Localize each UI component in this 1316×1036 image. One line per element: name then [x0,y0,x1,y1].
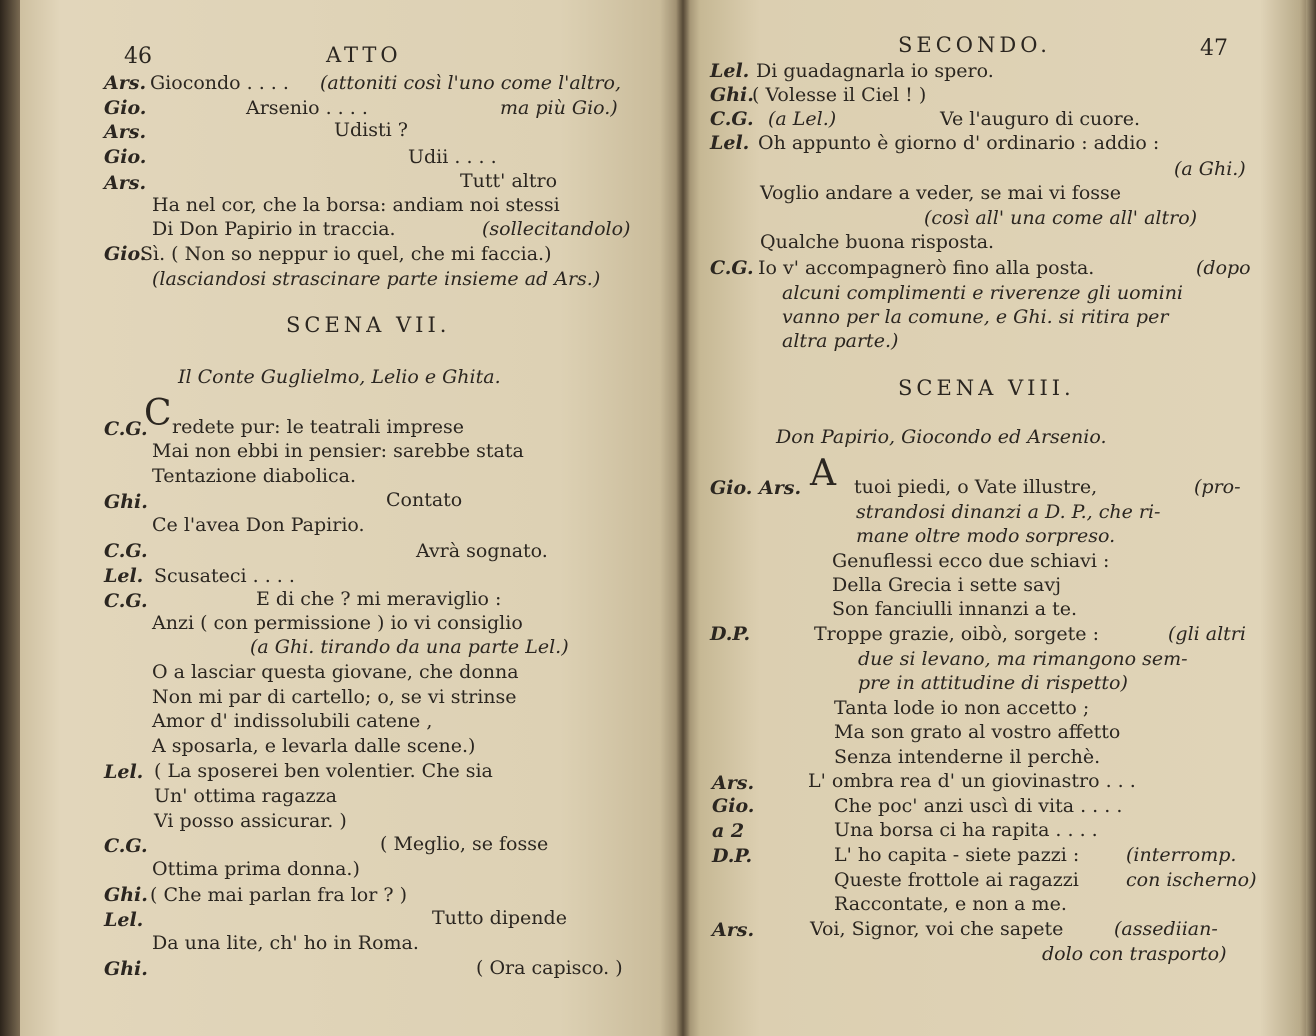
stage-direction: (dopo [1196,257,1251,279]
stage-direction: (sollecitandolo) [482,218,631,240]
speaker: C.G. [710,257,754,279]
running-head: ATTO [326,43,402,67]
speaker: Gio. [104,146,147,168]
verse-line: Ma son grato al vostro affetto [834,721,1121,743]
stage-direction: altra parte.) [782,330,899,352]
speaker: Lel. [104,761,144,783]
verse-line: Udii . . . . [408,146,497,168]
verse-line: tuoi piedi, o Vate illustre, [854,476,1098,498]
verse-line: Tentazione diabolica. [152,465,357,487]
stage-direction: due si levano, ma rimangono sem- [858,648,1188,670]
scene-cast: Don Papirio, Giocondo ed Arsenio. [776,426,1107,448]
speaker: Ars. [712,919,755,941]
scene-cast: Il Conte Guglielmo, Lelio e Ghita. [178,366,501,388]
verse-line: Voglio andare a veder, se mai vi fosse [760,182,1122,204]
stage-direction: vanno per la comune, e Ghi. si ritira per [782,306,1169,328]
verse-line: ( Ora capisco. ) [476,957,623,979]
scene-title: SCENA VIII. [898,376,1075,400]
verse-line: Amor d' indissolubili catene , [152,710,433,732]
running-head: SECONDO. [898,33,1051,57]
verse-line: Ve l'auguro di cuore. [940,108,1141,130]
verse-line: ( Che mai parlan fra lor ? ) [150,884,407,906]
stage-direction: dolo con trasporto) [1042,943,1227,965]
stage-direction: (gli altri [1168,623,1246,645]
verse-line: Tanta lode io non accetto ; [834,697,1090,719]
verse-line: Io v' accompagnerò fino alla posta. [758,257,1095,279]
speaker: D.P. [712,845,753,867]
stage-direction: (attoniti così l'uno come l'altro, [320,72,621,94]
stage-direction: (assediian- [1114,918,1218,940]
speaker: a 2 [712,820,745,842]
speaker: Lel. [710,132,750,154]
verse-line: redete pur: le teatrali imprese [172,416,464,438]
verse-line: Tutt' altro [460,170,558,192]
verse-line: Che poc' anzi uscì di vita . . . . [834,795,1123,817]
speaker: C.G. [104,590,148,612]
speaker: Gio. Ars. [710,477,802,499]
verse-line: Vi posso assicurar. ) [154,810,347,832]
speaker: Gio. [104,243,147,265]
verse-line: Arsenio . . . . [246,97,368,119]
drop-cap: C [144,393,172,434]
verse-line: Della Grecia i sette savj [832,574,1061,596]
verse-line: ( Meglio, se fosse [380,833,549,855]
speaker: C.G. [104,418,148,440]
speaker: D.P. [710,623,751,645]
speaker: C.G. [104,540,148,562]
verse-line: Genuflessi ecco due schiavi : [832,550,1110,572]
stage-direction: (così all' una come all' altro) [924,207,1198,229]
speaker: Ghi. [104,491,148,513]
verse-line: Mai non ebbi in pensier: sarebbe stata [152,440,524,462]
verse-line: ( La sposerei ben volentier. Che sia [154,760,493,782]
speaker: Ghi. [710,84,754,106]
speaker: Lel. [104,909,144,931]
verse-line: Queste frottole ai ragazzi [834,869,1079,891]
verse-line: Contato [386,489,463,511]
verse-line: A sposarla, e levarla dalle scene.) [152,735,476,757]
verse-line: E di che ? mi meraviglio : [256,588,502,610]
verse-line: L' ombra rea d' un giovinastro . . . [808,770,1136,792]
verse-line: ( Volesse il Ciel ! ) [752,84,927,106]
stage-direction: (a Ghi. tirando da una parte Lel.) [250,636,569,658]
verse-line: Non mi par di cartello; o, se vi strinse [152,686,517,708]
stage-direction: (interromp. [1126,844,1237,866]
stage-direction: alcuni complimenti e riverenze gli uomini [782,282,1184,304]
speaker: Gio. [712,795,755,817]
speaker: Ars. [104,121,147,143]
stage-direction: strandosi dinanzi a D. P., che ri- [856,501,1161,523]
verse-line: O a lasciar questa giovane, che donna [152,661,519,683]
verse-line: Raccontate, e non a me. [834,893,1067,915]
verse-line: Di Don Papirio in traccia. [152,218,396,240]
speaker: Lel. [710,60,750,82]
verse-line: Ce l'avea Don Papirio. [152,514,365,536]
speaker: Ghi. [104,958,148,980]
verse-line: L' ho capita - siete pazzi : [834,844,1080,866]
verse-line: Un' ottima ragazza [154,785,337,807]
verse-line: Oh appunto è giorno d' ordinario : addio : [758,132,1160,154]
verse-line: Avrà sognato. [416,540,548,562]
verse-line: Di guadagnarla io spero. [756,60,994,82]
verse-line: Giocondo . . . . [150,72,289,94]
speaker: Ars. [104,172,147,194]
page-number: 47 [1200,36,1228,61]
speaker: Ars. [712,772,755,794]
verse-line: Una borsa ci ha rapita . . . . [834,819,1098,841]
verse-line: Tutto dipende [432,907,567,929]
verse-line: Voi, Signor, voi che sapete [810,918,1064,940]
verse-line: Qualche buona risposta. [760,231,995,253]
verse-line: Troppe grazie, oibò, sorgete : [814,623,1099,645]
speaker: Lel. [104,565,144,587]
verse-line: Sì. ( Non so neppur io quel, che mi faccia.) [140,243,552,265]
verse-line: Udisti ? [334,119,408,141]
speaker: C.G. [104,835,148,857]
verse-line: Ha nel cor, che la borsa: andiam noi stessi [152,194,560,216]
verse-line: Ottima prima donna.) [152,858,360,880]
stage-direction: (a Lel.) [768,108,837,130]
speaker: Ghi. [104,884,148,906]
speaker: Gio. [104,97,147,119]
stage-direction: pre in attitudine di rispetto) [858,672,1128,694]
verse-line: Senza intenderne il perchè. [834,746,1101,768]
verse-line: Son fanciulli innanzi a te. [832,598,1078,620]
stage-direction: (lasciandosi strascinare parte insieme ad Ars.) [152,268,601,290]
verse-line: Scusateci . . . . [154,565,295,587]
stage-direction: (a Ghi.) [1174,158,1246,180]
scene-title: SCENA VII. [286,313,451,337]
speaker: Ars. [104,72,147,94]
speaker: C.G. [710,108,754,130]
verse-line: Da una lite, ch' ho in Roma. [152,932,419,954]
right-page [688,0,1316,1036]
drop-cap: A [810,453,836,494]
stage-direction: mane oltre modo sorpreso. [856,525,1116,547]
stage-direction: ma più Gio.) [500,97,618,119]
stage-direction: con ischerno) [1126,869,1257,891]
verse-line: Anzi ( con permissione ) io vi consiglio [152,612,523,634]
stage-direction: (pro- [1194,476,1241,498]
page-number: 46 [124,44,152,69]
